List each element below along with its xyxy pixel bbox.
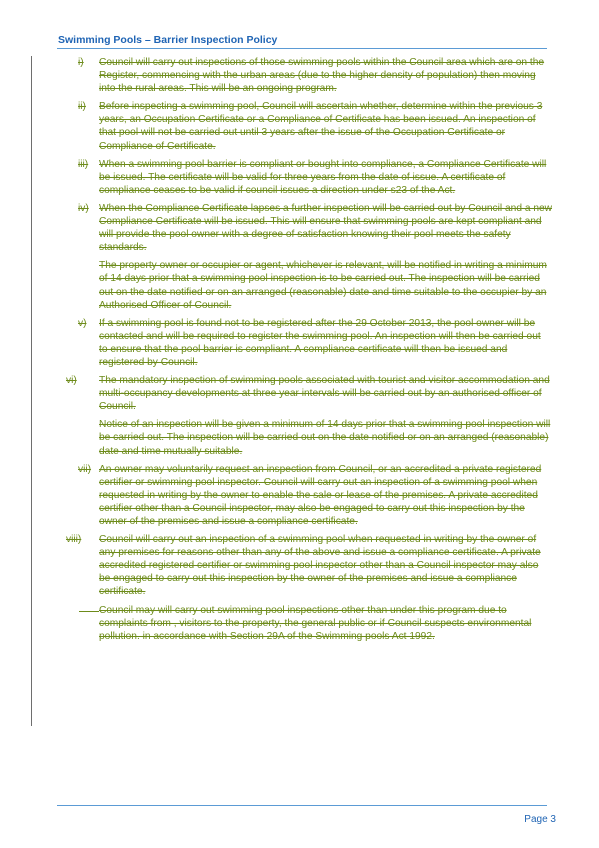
item-number: iv) <box>78 202 89 214</box>
item-number: vi) <box>66 375 77 387</box>
final-paragraph-block <box>66 604 552 643</box>
policy-content <box>66 56 552 648</box>
header-divider <box>57 48 547 49</box>
item-number: iii) <box>78 158 89 170</box>
footer-divider <box>57 805 547 806</box>
policy-item-v <box>66 317 552 369</box>
page-number: Page 3 <box>524 814 556 825</box>
policy-item-ii <box>66 100 552 152</box>
policy-item-iii <box>66 158 552 197</box>
policy-item-vii <box>66 463 552 528</box>
deleted-tab-marker <box>79 611 99 612</box>
item-text: Council will carry out an inspection of a swimming pool when requested in writing by the owner of any premises for reasons other than any of the above and issue a compliance certificate. A private accredited registered certifier or swimming pool inspector other than a Council inspector may also be engaged to carry out this inspection by the owner of the premises and issue a compliance certificate. <box>99 534 541 598</box>
item-number: ii) <box>78 101 86 113</box>
item-number: vii) <box>78 463 92 475</box>
policy-item-iv-note: The property owner or occupier or agent, whichever is relevant, will be notified in writing a minimum of 14 days prior that a swimming pool inspection is to be carried out. The inspection will be carried out on the date notified or on an arranged (reasonable) date and time suitable to the occupier by an Authorised Officer of Council. <box>99 260 547 311</box>
item-text: Council will carry out inspections of those swimming pools within the Council area which are on the Register, commencing with the urban areas (due to the higher density of population) then moving into the rural areas. This will be an ongoing program. <box>99 57 545 95</box>
policy-item-viii <box>66 533 552 598</box>
item-text: An owner may voluntarily request an inspection from Council, or an accredited a private registered certifier or swimming pool inspector. Council will carry out an inspection of a swimming pool when requested in writing by the owner to enable the sale or lease of the premises. A private accredited certifier other than a Council inspector, may also be engaged to carry out this inspection by the owner of the premises and issue a compliance certificate. <box>99 463 542 527</box>
item-text: If a swimming pool is found not to be registered after the 29 October 2013, the pool owner will be contacted and will be required to register the swimming pool. An inspection will then be carried out to ensure that the pool barrier is compliant. A compliance certificate will then be issued and registered by Council. <box>99 317 541 368</box>
item-number: i) <box>78 57 84 68</box>
item-number: viii) <box>66 534 82 546</box>
policy-item-vi <box>66 374 552 413</box>
policy-item-vi-note: Notice of an inspection will be given a minimum of 14 days prior that a swimming pool inspection will be carried out. The inspection will be carried out on the date notified or on an arranged (reasonable) date and time mutually suitable. <box>99 419 551 457</box>
revision-change-bar <box>31 56 32 726</box>
item-text: When the Compliance Certificate lapses a further inspection will be carried out by Council and a new Compliance Certificate will be issued. This will ensure that swimming pools are kept compliant and will provide the pool owner with a degree of satisfaction knowing their pool meets the safety standards. <box>99 202 553 254</box>
policy-item-i <box>66 56 552 95</box>
item-text: Before inspecting a swimming pool, Council will ascertain whether, determine within the previous 3 years, an Occupation Certificate or a Compliance of Certificate has been issued. An inspection of that pool will not be carried out until 3 years after the issue of the Occupation Certificate or Compliance of Certificate. <box>99 101 543 152</box>
policy-item-iv <box>66 202 552 254</box>
item-text: When a swimming pool barrier is compliant or bought into compliance, a Compliance Certificate will be issued. The certificate will be valid for three years from the date of issue. A certificate of compliance ceases to be valid if council issues a direction under s23 of the Act. <box>99 158 547 196</box>
item-text: The mandatory inspection of swimming pools associated with tourist and visitor accommodation and multi-occupancy developments at three year intervals will be carried out by an authorised officer of Council. <box>99 375 550 413</box>
final-paragraph: Council may will carry out swimming pool inspections other than under this program due to complaints from , visitors to the property, the general public or if Council suspects environmental pollution. in accordance with Section 29A of the Swimming pools Act 1992. <box>99 604 532 642</box>
page-header-title: Swimming Pools – Barrier Inspection Policy <box>58 34 278 46</box>
item-number: v) <box>78 317 87 329</box>
